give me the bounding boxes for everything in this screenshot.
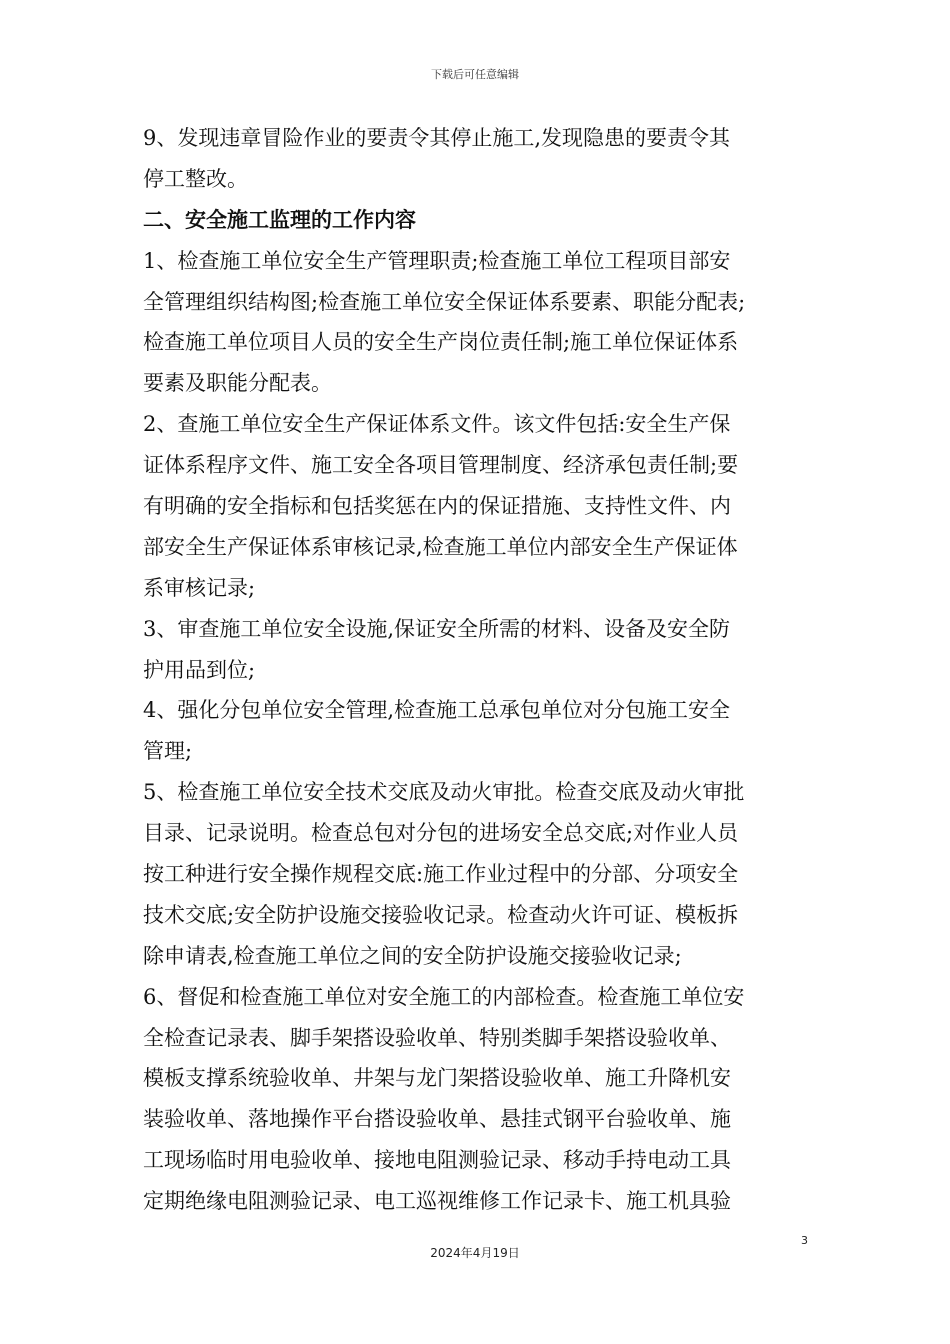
document-body: [143, 118, 811, 1222]
text-line: 全检查记录表、脚手架搭设验收单、特别类脚手架搭设验收单、: [143, 1025, 731, 1050]
text-line: 工现场临时用电验收单、接地电阻测验记录、移动手持电动工具: [143, 1148, 731, 1173]
text-line: 部安全生产保证体系审核记录,检查施工单位内部安全生产保证体: [143, 534, 738, 559]
text-line: 管理;: [143, 739, 193, 764]
text-line: 5、检查施工单位安全技术交底及动火审批。检查交底及动火审批: [143, 780, 745, 805]
text-line: 护用品到位;: [143, 657, 256, 682]
text-line: 6、督促和检查施工单位对安全施工的内部检查。检查施工单位安: [143, 984, 745, 1009]
text-line: 按工种进行安全操作规程交底:施工作业过程中的分部、分项安全: [143, 862, 739, 887]
text-line: 检查施工单位项目人员的安全生产岗位责任制;施工单位保证体系: [143, 330, 739, 355]
text-line: 除申请表,检查施工单位之间的安全防护设施交接验收记录;: [143, 943, 682, 968]
section-heading: 二、安全施工监理的工作内容: [143, 206, 416, 232]
text-line: 目录、记录说明。检查总包对分包的进场安全总交底;对作业人员: [143, 821, 739, 846]
text-line: 4、强化分包单位安全管理,检查施工总承包单位对分包施工安全: [143, 698, 731, 723]
text-line: 2、查施工单位安全生产保证体系文件。该文件包括:安全生产保: [143, 412, 731, 437]
text-line: 定期绝缘电阻测验记录、电工巡视维修工作记录卡、施工机具验: [143, 1189, 731, 1214]
page-footer-date: 2024年4月19日: [430, 1246, 520, 1260]
text-line: 1、检查施工单位安全生产管理职责;检查施工单位工程项目部安: [143, 248, 731, 273]
text-line: 全管理组织结构图;检查施工单位安全保证体系要素、职能分配表;: [143, 289, 746, 314]
text-line: 停工整改。: [143, 166, 248, 191]
text-line: 系审核记录;: [143, 575, 256, 600]
text-line: 装验收单、落地操作平台搭设验收单、悬挂式钢平台验收单、施: [143, 1107, 731, 1132]
text-line: 9、发现违章冒险作业的要责令其停止施工,发现隐患的要责令其: [143, 126, 731, 150]
text-line: 3、审查施工单位安全设施,保证安全所需的材料、设备及安全防: [143, 616, 731, 641]
text-line: 模板支撑系统验收单、井架与龙门架搭设验收单、施工升降机安: [143, 1066, 731, 1091]
text-line: 有明确的安全指标和包括奖惩在内的保证措施、支持性文件、内: [143, 494, 731, 519]
page-number: 3: [801, 1234, 808, 1247]
text-line: 技术交底;安全防护设施交接验收记录。检查动火许可证、模板拆: [143, 902, 739, 927]
text-line: 要素及职能分配表。: [143, 371, 332, 396]
page-header: 下载后可任意编辑: [431, 68, 519, 81]
text-line: 证体系程序文件、施工安全各项目管理制度、经济承包责任制;要: [143, 453, 739, 478]
